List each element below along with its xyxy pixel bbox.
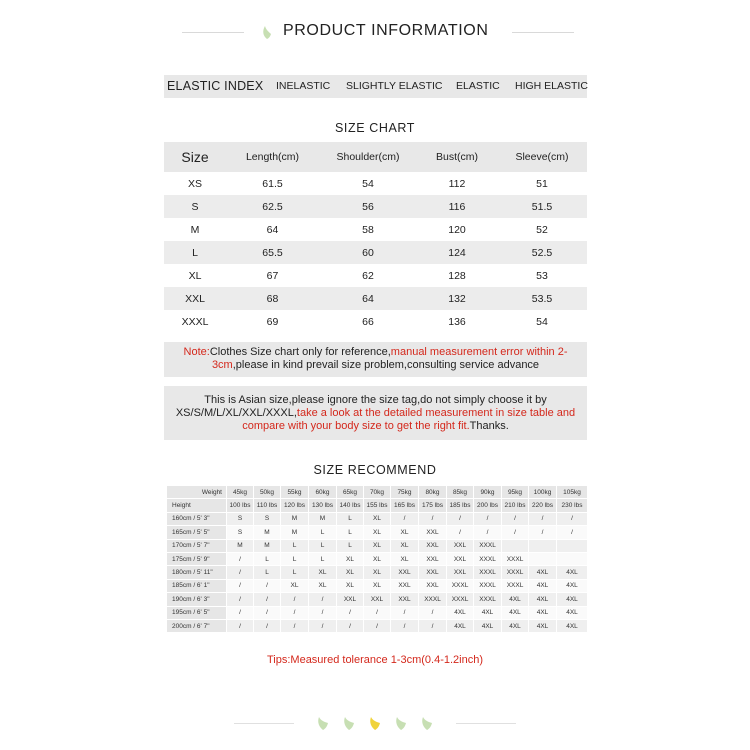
size-chart-cell: 52.5	[497, 241, 587, 264]
size-cell: XXXL	[502, 566, 529, 579]
size-chart-cell: 53.5	[497, 287, 587, 310]
size-cell: /	[281, 619, 309, 632]
size-chart-cell: 64	[319, 287, 417, 310]
size-cell	[502, 539, 529, 552]
size-cell: /	[337, 606, 364, 619]
weight-kg-cell: 95kg	[502, 486, 529, 499]
size-chart-row	[164, 264, 587, 287]
size-cell: L	[309, 526, 337, 539]
header-rule-right	[512, 32, 574, 33]
column-header: Bust(cm)	[417, 142, 497, 172]
column-header: Sleeve(cm)	[497, 142, 587, 172]
size-chart-cell: XS	[187, 177, 202, 190]
size-chart-row	[164, 195, 587, 218]
size-cell: /	[529, 526, 557, 539]
weight-lbs-cell: 100 lbs	[227, 499, 254, 512]
size-recommend-title: SIZE RECOMMEND	[313, 463, 437, 477]
weight-lbs-cell: 140 lbs	[337, 499, 364, 512]
weight-lbs-cell: 210 lbs	[502, 499, 529, 512]
size-cell: L	[281, 552, 309, 565]
recommend-row	[167, 619, 588, 632]
asian-size-thanks: Thanks.	[469, 420, 509, 432]
weight-lbs-cell: 120 lbs	[281, 499, 309, 512]
size-cell: XXL	[391, 566, 419, 579]
note-text: Clothes Size chart only for reference,	[209, 346, 391, 358]
size-chart-cell: 112	[448, 177, 466, 190]
size-cell: XL	[391, 526, 419, 539]
size-chart-cell: 68	[226, 287, 319, 310]
weight-kg-cell: 80kg	[419, 486, 447, 499]
weight-lbs-cell: 165 lbs	[391, 499, 419, 512]
size-chart-row	[164, 218, 587, 241]
size-cell: 4XL	[557, 606, 588, 619]
size-cell: L	[281, 539, 309, 552]
size-chart-cell: L	[164, 241, 226, 264]
size-cell: XL	[309, 566, 337, 579]
size-cell: XL	[391, 539, 419, 552]
size-cell: /	[391, 619, 419, 632]
size-cell: /	[502, 512, 529, 525]
tips-text: Tips:Measured tolerance 1-3cm(0.4-1.2inch)	[266, 654, 484, 666]
recommend-row	[167, 606, 588, 619]
size-chart-cell: 51	[536, 177, 548, 190]
size-chart-cell: 65.5	[226, 241, 319, 264]
size-cell: /	[502, 526, 529, 539]
size-chart-cell: 61.5	[262, 177, 283, 190]
size-chart-cell: M	[190, 223, 200, 236]
size-cell: XL	[364, 512, 391, 525]
recommend-row	[167, 526, 588, 539]
size-cell: /	[254, 593, 281, 606]
height-label: Height	[167, 499, 227, 512]
leaf-icon	[420, 715, 434, 731]
size-cell: XXL	[364, 593, 391, 606]
weight-lbs-cell: 155 lbs	[364, 499, 391, 512]
note-label: Note:	[183, 346, 210, 358]
leaf-icon	[342, 715, 356, 731]
size-cell: XL	[364, 526, 391, 539]
note-text-end: ,please in kind prevail size problem,consulting service advance	[232, 359, 540, 371]
size-cell: 4XL	[529, 579, 557, 592]
size-cell: /	[557, 526, 588, 539]
size-cell: /	[227, 552, 254, 565]
size-cell: L	[254, 552, 281, 565]
column-header: Shoulder(cm)	[319, 142, 417, 172]
size-cell: XXL	[419, 526, 447, 539]
size-cell: S	[227, 526, 254, 539]
size-cell: /	[227, 566, 254, 579]
size-cell: /	[254, 579, 281, 592]
leaf-icon	[368, 715, 382, 731]
size-cell: XXXL	[419, 593, 447, 606]
column-header: Size	[164, 142, 226, 172]
size-cell: 4XL	[529, 593, 557, 606]
weight-kg-cell: 105kg	[557, 486, 588, 499]
size-chart-cell: XXXL	[181, 315, 209, 328]
size-chart-row	[164, 172, 587, 195]
size-chart-cell: 136	[448, 315, 466, 328]
leaf-icon	[394, 715, 408, 731]
height-cell: 170cm / 5' 7"	[167, 539, 227, 552]
height-cell: 190cm / 6' 3"	[167, 593, 227, 606]
weight-kg-cell: 50kg	[254, 486, 281, 499]
size-chart-cell: 116	[417, 195, 497, 218]
size-cell: 4XL	[557, 566, 588, 579]
size-cell: /	[227, 619, 254, 632]
size-cell: XXXL	[474, 539, 502, 552]
elastic-option-high-elastic: HIGH ELASTIC	[515, 80, 588, 92]
size-cell	[529, 539, 557, 552]
height-cell: 160cm / 5' 3"	[167, 512, 227, 525]
size-cell: /	[364, 619, 391, 632]
size-chart-cell: 62.5	[226, 195, 319, 218]
size-cell: /	[529, 512, 557, 525]
weight-lbs-cell: 110 lbs	[254, 499, 281, 512]
size-cell: L	[309, 539, 337, 552]
size-cell: /	[227, 606, 254, 619]
size-chart-cell: 56	[319, 195, 417, 218]
size-chart-cell: XXL	[164, 287, 226, 310]
header-rule-left	[182, 32, 244, 33]
size-cell: /	[254, 606, 281, 619]
size-cell: XXL	[337, 593, 364, 606]
size-cell: 4XL	[447, 606, 474, 619]
size-cell: XXL	[419, 539, 447, 552]
weight-kg-cell: 70kg	[364, 486, 391, 499]
elastic-index-label: ELASTIC INDEX	[167, 79, 264, 93]
weight-kg-cell: 100kg	[529, 486, 557, 499]
size-cell: /	[364, 606, 391, 619]
size-cell: XXL	[391, 593, 419, 606]
leaf-icon	[316, 715, 330, 731]
leaf-icon	[262, 25, 272, 40]
weight-kg-row	[167, 486, 588, 499]
size-cell: 4XL	[529, 566, 557, 579]
size-chart-cell: 54	[362, 177, 374, 190]
size-cell: XL	[364, 579, 391, 592]
size-cell: /	[309, 619, 337, 632]
height-cell: 165cm / 5' 5"	[167, 526, 227, 539]
size-cell: 4XL	[529, 619, 557, 632]
elastic-option-slightly-elastic: SLIGHTLY ELASTIC	[346, 80, 443, 92]
size-cell: L	[254, 566, 281, 579]
page-title: PRODUCT INFORMATION	[283, 22, 489, 39]
note-reference-box	[164, 342, 587, 377]
size-cell: 4XL	[502, 593, 529, 606]
size-cell: M	[281, 512, 309, 525]
size-cell	[529, 552, 557, 565]
weight-kg-cell: 75kg	[391, 486, 419, 499]
size-cell: /	[227, 593, 254, 606]
size-cell: 4XL	[447, 619, 474, 632]
size-cell: 4XL	[529, 606, 557, 619]
size-cell	[557, 539, 588, 552]
size-chart-cell: 69	[266, 315, 279, 328]
size-cell: 4XL	[557, 593, 588, 606]
size-cell: L	[337, 539, 364, 552]
size-chart-cell: 132	[417, 287, 497, 310]
size-cell: L	[281, 566, 309, 579]
size-cell: XXXL	[474, 552, 502, 565]
size-cell: /	[281, 606, 309, 619]
footer-rule-right	[456, 723, 516, 724]
size-cell: 4XL	[474, 606, 502, 619]
asian-size-note-box	[164, 386, 587, 440]
footer-rule-left	[234, 723, 294, 724]
size-cell: XL	[364, 566, 391, 579]
size-cell: XXXL	[474, 566, 502, 579]
size-cell: 4XL	[502, 619, 529, 632]
weight-lbs-row	[167, 499, 588, 512]
footer	[0, 712, 750, 736]
size-cell: XL	[391, 552, 419, 565]
height-cell: 175cm / 5' 9"	[167, 552, 227, 565]
size-cell: /	[391, 512, 419, 525]
size-cell: XL	[281, 579, 309, 592]
size-cell: /	[557, 512, 588, 525]
size-cell: XXL	[447, 552, 474, 565]
size-chart-cell: 62	[362, 269, 374, 282]
size-chart-row	[164, 287, 587, 310]
elastic-index-bar	[164, 75, 587, 98]
size-chart-cell: 54	[536, 315, 548, 328]
size-cell: L	[337, 512, 364, 525]
size-chart-cell: 128	[448, 269, 466, 282]
size-cell: S	[227, 512, 254, 525]
size-cell: M	[254, 539, 281, 552]
size-cell: /	[227, 579, 254, 592]
weight-kg-cell: 60kg	[309, 486, 337, 499]
weight-lbs-cell: 130 lbs	[309, 499, 337, 512]
size-cell: M	[309, 512, 337, 525]
recommend-row	[167, 566, 588, 579]
size-cell: XXXL	[502, 579, 529, 592]
size-chart-cell: 58	[362, 223, 374, 236]
size-chart-cell: 67	[266, 269, 279, 282]
size-chart-cell: XL	[188, 269, 202, 282]
size-chart-row	[164, 241, 587, 264]
column-header: Length(cm)	[226, 142, 319, 172]
weight-lbs-cell: 185 lbs	[447, 499, 474, 512]
recommend-row	[167, 579, 588, 592]
size-cell: XXXL	[474, 579, 502, 592]
size-cell: XXXL	[447, 593, 474, 606]
size-cell: /	[254, 619, 281, 632]
size-cell: XXL	[419, 566, 447, 579]
size-cell: XXL	[391, 579, 419, 592]
size-recommend-table	[166, 485, 588, 633]
size-chart-cell: 53	[536, 269, 548, 282]
size-chart-cell: 64	[266, 223, 279, 236]
weight-kg-cell: 65kg	[337, 486, 364, 499]
size-cell: XXL	[447, 566, 474, 579]
size-cell: M	[254, 526, 281, 539]
size-cell: XL	[337, 579, 364, 592]
asian-size-highlight: take a look at the detailed measurement in size table and compare with your body size to get the right fit.	[242, 407, 576, 432]
height-cell: 200cm / 6' 7"	[167, 619, 227, 632]
size-cell: XXL	[419, 552, 447, 565]
size-cell: /	[309, 593, 337, 606]
weight-kg-cell: 45kg	[227, 486, 254, 499]
size-cell: /	[447, 526, 474, 539]
size-cell: XL	[337, 552, 364, 565]
weight-label: Weight	[167, 486, 227, 499]
weight-lbs-cell: 220 lbs	[529, 499, 557, 512]
size-cell: /	[447, 512, 474, 525]
note-error-text: manual measurement error within 2-3cm	[211, 346, 568, 371]
size-chart-title: SIZE CHART	[334, 121, 416, 135]
size-cell: /	[391, 606, 419, 619]
size-cell	[557, 552, 588, 565]
elastic-option-elastic: ELASTIC	[456, 80, 500, 92]
weight-lbs-cell: 230 lbs	[557, 499, 588, 512]
size-cell: 4XL	[557, 619, 588, 632]
size-cell: /	[337, 619, 364, 632]
size-chart-cell: 66	[362, 315, 374, 328]
size-cell: /	[281, 593, 309, 606]
size-cell: 4XL	[502, 606, 529, 619]
size-cell: /	[419, 619, 447, 632]
elastic-option-inelastic: INELASTIC	[276, 80, 331, 92]
size-cell: /	[474, 526, 502, 539]
size-cell: M	[281, 526, 309, 539]
height-cell: 195cm / 6' 5"	[167, 606, 227, 619]
height-cell: 180cm / 5' 11"	[167, 566, 227, 579]
size-cell: XL	[364, 552, 391, 565]
size-cell: XXXL	[474, 593, 502, 606]
size-cell: L	[337, 526, 364, 539]
size-cell: XL	[337, 566, 364, 579]
weight-kg-cell: 90kg	[474, 486, 502, 499]
size-cell: XXXL	[502, 552, 529, 565]
size-chart-header-row	[164, 142, 587, 172]
size-cell: XXL	[447, 539, 474, 552]
height-cell: 185cm / 6' 1"	[167, 579, 227, 592]
asian-size-text: This is Asian size,please ignore the size tag,do not simply choose it by XS/S/M/L/XL/XXL/XXXL,	[175, 394, 547, 419]
size-chart-cell: 124	[417, 241, 497, 264]
size-cell: XL	[364, 539, 391, 552]
size-cell: 4XL	[557, 579, 588, 592]
recommend-row	[167, 539, 588, 552]
size-chart-cell: S	[164, 195, 226, 218]
weight-kg-cell: 85kg	[447, 486, 474, 499]
size-cell: S	[254, 512, 281, 525]
recommend-row	[167, 593, 588, 606]
size-chart-cell: 120	[448, 223, 466, 236]
size-chart-cell: 51.5	[497, 195, 587, 218]
size-cell: /	[474, 512, 502, 525]
weight-lbs-cell: 175 lbs	[419, 499, 447, 512]
size-chart-row	[164, 310, 587, 333]
size-cell: XXL	[419, 579, 447, 592]
size-chart-cell: 52	[536, 223, 548, 236]
size-cell: /	[419, 512, 447, 525]
size-chart-cell: 60	[319, 241, 417, 264]
size-cell: XXXL	[447, 579, 474, 592]
size-cell: XL	[309, 579, 337, 592]
size-cell: M	[227, 539, 254, 552]
recommend-row	[167, 512, 588, 525]
size-chart-table	[164, 142, 587, 333]
size-cell: /	[419, 606, 447, 619]
header	[0, 18, 750, 48]
size-cell: /	[309, 606, 337, 619]
recommend-row	[167, 552, 588, 565]
weight-kg-cell: 55kg	[281, 486, 309, 499]
size-cell: L	[309, 552, 337, 565]
weight-lbs-cell: 200 lbs	[474, 499, 502, 512]
size-cell: 4XL	[474, 619, 502, 632]
